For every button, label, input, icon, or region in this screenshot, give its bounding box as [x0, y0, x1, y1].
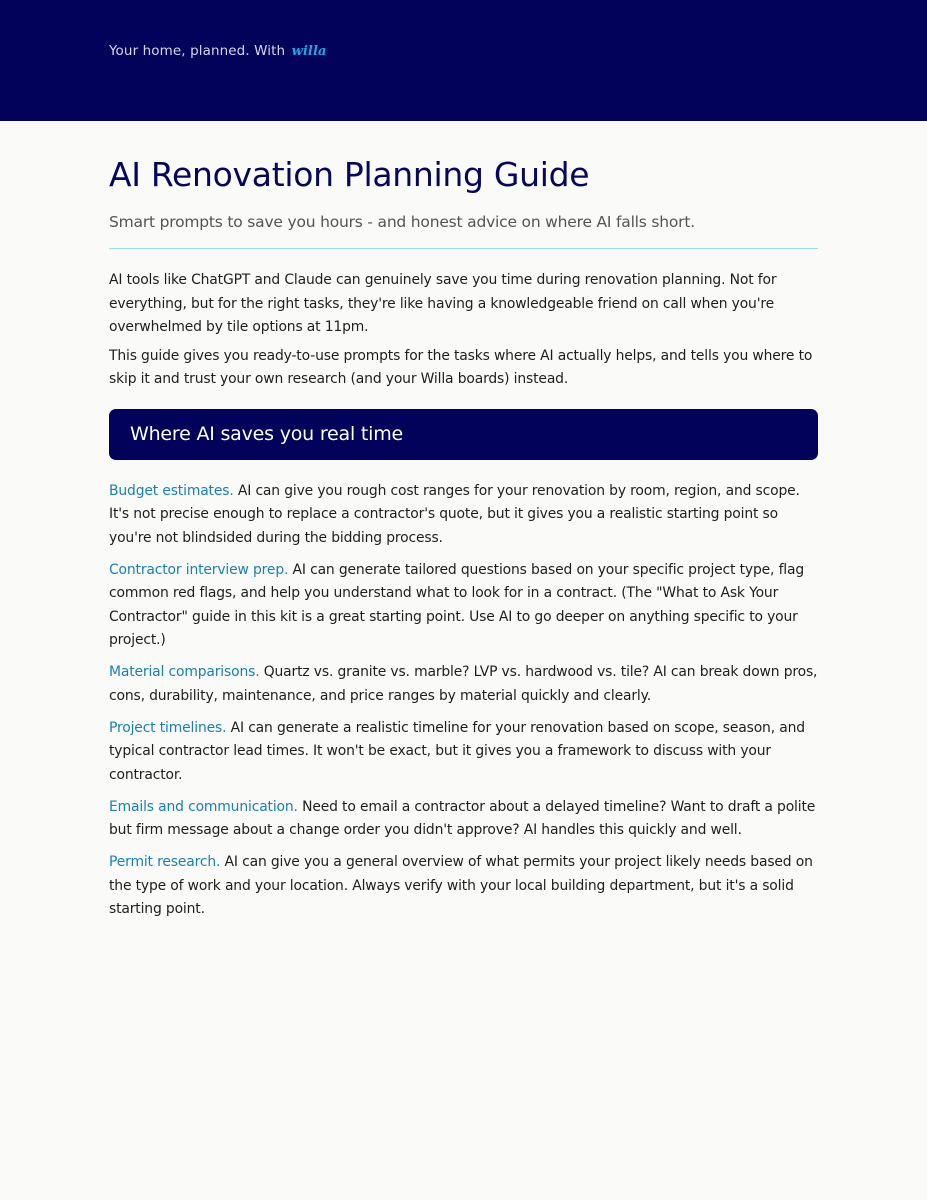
list-item: [109, 796, 818, 843]
list-item: [109, 661, 818, 708]
item-text: Quartz vs. granite vs. marble? LVP vs. hardwood vs. tile? AI can break down pros, cons, durability, maintenance, and price ranges by material quickly and clearly.: [109, 664, 818, 704]
section-items: [109, 480, 818, 922]
list-item: [109, 480, 818, 551]
list-item: [109, 717, 818, 788]
header-tagline: [109, 43, 327, 59]
brand-logo: willa: [291, 44, 327, 59]
item-text: AI can give you rough cost ranges for your renovation by room, region, and scope. It's not precise enough to replace a contractor's quote, but it gives you a realistic starting point so you're not blindsided during the bidding process.: [109, 482, 800, 546]
item-text: AI can give you a general overview of what permits your project likely needs based on the type of work and your location. Always verify with your local building department, but it's a solid starting point.: [109, 854, 813, 917]
item-label: Emails and communication.: [109, 798, 298, 815]
item-text: AI can generate a realistic timeline for your renovation based on scope, season, and typical contractor lead times. It won't be exact, but it gives you a framework to discuss with your contractor.: [109, 719, 805, 783]
title-divider: [109, 248, 818, 249]
section-title: Where AI saves you real time: [130, 423, 404, 445]
page-title: AI Renovation Planning Guide: [109, 155, 590, 194]
intro: [109, 269, 818, 392]
item-label: Contractor interview prep.: [109, 561, 289, 578]
page-subtitle: Smart prompts to save you hours - and honest advice on where AI falls short.: [109, 213, 695, 231]
section-banner: [109, 409, 818, 460]
main-content: [109, 121, 818, 930]
item-label: Project timelines.: [109, 719, 227, 736]
page-header: [0, 0, 927, 121]
item-label: Material comparisons.: [109, 664, 260, 680]
intro-paragraph: AI tools like ChatGPT and Claude can genuinely save you time during renovation planning. Not for everything, but for the right tasks, they're like having a knowledgeable friend on call when you're overwhelmed by tile options at 11pm.: [109, 272, 777, 335]
list-item: [109, 559, 818, 653]
item-text: Need to email a contractor about a delayed timeline? Want to draft a polite but firm message about a change order you didn't approve? AI handles this quickly and well.: [109, 798, 816, 838]
item-label: Permit research.: [109, 854, 221, 870]
tagline-text: Your home, planned. With: [109, 43, 286, 59]
item-text: AI can generate tailored questions based on your specific project type, flag common red flags, and help you understand what to look for in a contract. (The "What to Ask Your Contractor" guide in this kit is a great starting point. Use AI to go deeper on anything specific to your project.): [109, 561, 805, 648]
intro-paragraph: This guide gives you ready-to-use prompts for the tasks where AI actually helps, and tells you where to skip it and trust your own research (and your Willa boards) instead.: [109, 347, 813, 387]
list-item: [109, 851, 818, 922]
item-label: Budget estimates.: [109, 482, 234, 499]
